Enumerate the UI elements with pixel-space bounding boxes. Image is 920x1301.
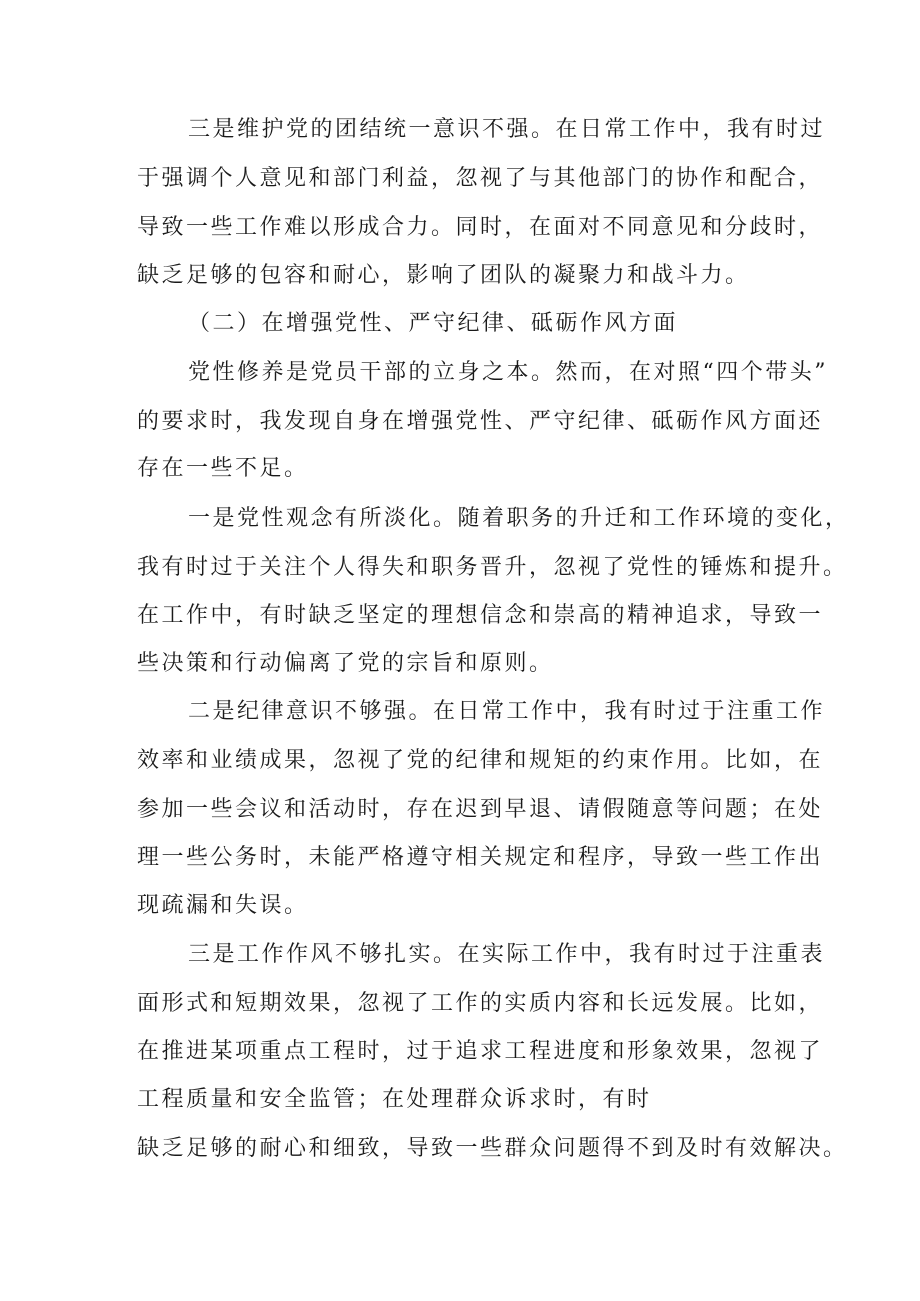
paragraph-line: 导致一些工作难以形成合力。同时，在面对不同意见和分歧时， — [137, 215, 824, 240]
paragraph-line: 三是维护党的团结统一意识不强。在日常工作中，我有时过 — [188, 117, 826, 142]
paragraph-line: 三是工作作风不够扎实。在实际工作中，我有时过于注重表 — [188, 942, 826, 967]
paragraph-line: 党性修养是党员干部的立身之本。然而，在对照“四个带头” — [188, 360, 828, 385]
paragraph-line: 在推进某项重点工程时，过于追求工程进度和形象效果，忽视了 — [137, 1039, 824, 1064]
paragraph-line: 些决策和行动偏离了党的宗旨和原则。 — [137, 651, 554, 676]
paragraph-line: 缺乏足够的包容和耐心，影响了团队的凝聚力和战斗力。 — [137, 263, 750, 288]
paragraph-line: 的要求时，我发现自身在增强党性、严守纪律、砥砺作风方面还 — [137, 409, 824, 434]
paragraph-line: 一是党性观念有所淡化。随着职务的升迁和工作环境的变化， — [188, 506, 850, 531]
paragraph-line: 缺乏足够的耐心和细致，导致一些群众问题得不到及时有效解决。 — [137, 1136, 848, 1161]
paragraph-line: 现疏漏和失误。 — [137, 893, 309, 918]
paragraph-line: 参加一些会议和活动时，存在迟到早退、请假随意等问题；在处 — [137, 797, 824, 822]
paragraph-line: 工程质量和安全监管；在处理群众诉求时，有时 — [137, 1087, 652, 1112]
paragraph-line: 存在一些不足。 — [137, 456, 309, 481]
paragraph-line: 于强调个人意见和部门利益，忽视了与其他部门的协作和配合， — [137, 166, 824, 191]
paragraph-line: 在工作中，有时缺乏坚定的理想信念和崇高的精神追求，导致一 — [137, 603, 824, 628]
paragraph-line: 效率和业绩成果，忽视了党的纪律和规矩的约束作用。比如，在 — [137, 748, 824, 773]
paragraph-line: 理一些公务时，未能严格遵守相关规定和程序，导致一些工作出 — [137, 845, 824, 870]
paragraph-line: 面形式和短期效果，忽视了工作的实质内容和长远发展。比如， — [137, 991, 824, 1016]
section-heading: （二）在增强党性、严守纪律、砥砺作风方面 — [188, 311, 679, 336]
paragraph-line: 我有时过于关注个人得失和职务晋升，忽视了党性的锤炼和提升。 — [137, 555, 848, 580]
paragraph-line: 二是纪律意识不够强。在日常工作中，我有时过于注重工作 — [188, 699, 826, 724]
